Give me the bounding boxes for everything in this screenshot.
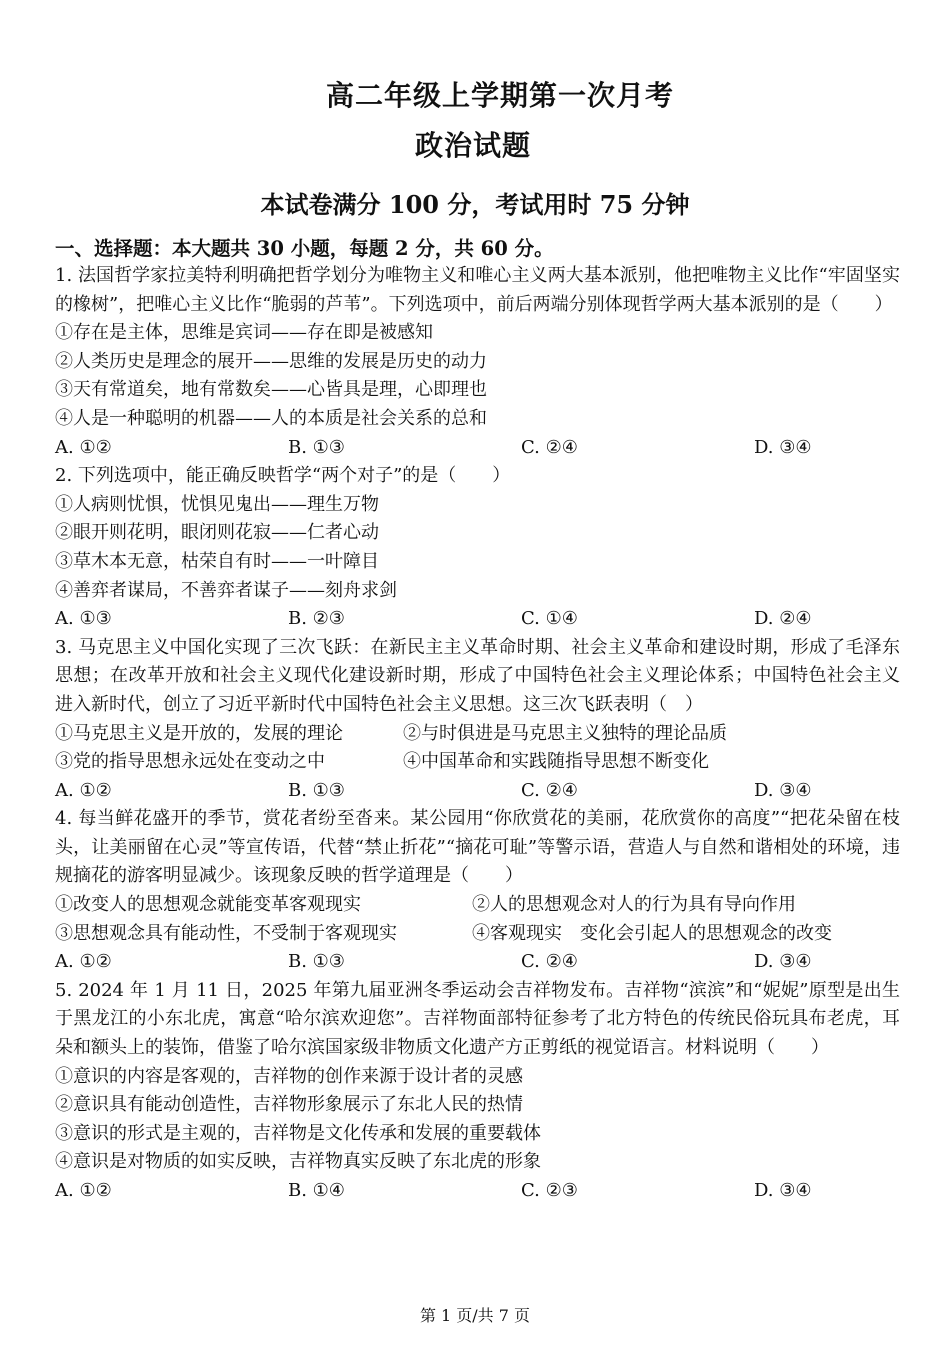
exam-subject: 政治试题 (414, 129, 531, 162)
choice-d: D. ③④ (754, 779, 812, 801)
statement: ①马克思主义是开放的，发展的理论 (55, 722, 343, 744)
choice-a: A. ①③ (55, 608, 112, 630)
answer-choices (55, 434, 900, 463)
choice-d: D. ③④ (754, 436, 812, 458)
statement-row (55, 720, 900, 749)
answer-choices (55, 777, 900, 806)
statement: ③草木本无意，枯荣自有时——一叶障目 (55, 550, 379, 572)
choice-d: D. ②④ (754, 608, 812, 630)
choice-c: C. ②④ (521, 436, 578, 458)
statement: ④客观现实 变化会引起人的思想观念的改变 (472, 922, 832, 944)
statement: ②与时俱进是马克思主义独特的理论品质 (403, 722, 727, 744)
question-4 (55, 805, 900, 977)
choice-d: D. ③④ (754, 1180, 812, 1201)
choice-b: B. ①③ (288, 951, 345, 973)
statement: ②眼开则花明，眼闭则花寂——仁者心动 (55, 522, 379, 544)
statement: ②人的思想观念对人的行为具有导向作用 (472, 894, 796, 916)
statement: ②意识具有能动创造性，吉祥物形象展示了东北人民的热情 (55, 1094, 523, 1116)
statement: ④人是一种聪明的机器——人的本质是社会关系的总和 (55, 407, 487, 429)
statement: ④善弈者谋局，不善弈者谋子——刻舟求剑 (55, 579, 397, 601)
answer-choices (55, 948, 900, 977)
choice-c: C. ②③ (521, 1180, 578, 1201)
statement: ①人病则忧惧，忧惧见鬼出——理生万物 (55, 493, 379, 515)
statement: ①意识的内容是客观的，吉祥物的创作来源于设计者的灵感 (55, 1065, 523, 1087)
choice-c: C. ②④ (521, 779, 578, 801)
choice-a: A. ①② (55, 436, 112, 458)
choice-a: A. ①② (55, 951, 112, 973)
question-1 (55, 262, 900, 462)
question-stem: 1. 法国哲学家拉美特利明确把哲学划分为唯物主义和唯心主义两大基本派别，他把唯物主义比作“牢固坚实的橡树”，把唯心主义比作“脆弱的芦苇”。下列选项中，前后两端分别体现哲学两大基本派别的是（ ） (55, 265, 900, 315)
answer-choices (55, 1177, 900, 1206)
question-2 (55, 462, 900, 634)
question-stem: 3. 马克思主义中国化实现了三次飞跃：在新民主主义革命时期、社会主义革命和建设时期，形成了毛泽东思想；在改革开放和社会主义现代化建设新时期，形成了中国特色社会主义理论体系；中国特色社会主义进入新时代，创立了习近平新时代中国特色社会主义思想。这三次飞跃表明（ ） (55, 636, 900, 715)
choice-b: B. ①③ (288, 779, 345, 801)
choice-a: A. ①② (55, 1180, 112, 1201)
choice-a: A. ①② (55, 779, 112, 801)
choice-b: B. ①③ (288, 436, 345, 458)
statement-row (55, 920, 900, 949)
statement: ④中国革命和实践随指导思想不断变化 (403, 751, 709, 773)
statement: ③思想观念具有能动性，不受制于客观现实 (55, 922, 397, 944)
question-list (55, 262, 900, 1206)
question-stem: 4. 每当鲜花盛开的季节，赏花者纷至沓来。某公园用“你欣赏花的美丽，花欣赏你的高度”“把花朵留在枝头，让美丽留在心灵”等宣传语，代替“禁止折花”“摘花可耻”等警示语，营造人与自然和谐相处的环境，违规摘花的游客明显减少。该现象反映的哲学道理是（ ） (55, 808, 900, 887)
question-5 (55, 977, 900, 1206)
exam-title: 高二年级上学期第一次月考 (325, 79, 674, 112)
statement: ②人类历史是理念的展开——思维的发展是历史的动力 (55, 350, 487, 372)
choice-b: B. ②③ (288, 608, 345, 630)
choice-c: C. ②④ (521, 951, 578, 973)
question-stem: 2. 下列选项中，能正确反映哲学“两个对子”的是（ ） (55, 465, 511, 487)
section-heading: 一、选择题：本大题共 30 小题，每题 2 分，共 60 分。 (55, 237, 554, 260)
choice-c: C. ①④ (521, 608, 578, 630)
statement-row (55, 748, 900, 777)
statement-row (55, 891, 900, 920)
choice-b: B. ①④ (288, 1180, 345, 1201)
statement: ③意识的形式是主观的，吉祥物是文化传承和发展的重要载体 (55, 1122, 541, 1144)
statement: ③天有常道矣，地有常数矣——心皆具是理，心即理也 (55, 379, 487, 401)
question-3 (55, 634, 900, 806)
page-number: 第 1 页/共 7 页 (419, 1306, 531, 1325)
answer-choices (55, 605, 900, 634)
statement: ③党的指导思想永远处在变动之中 (55, 751, 325, 773)
question-stem: 5. 2024 年 1 月 11 日，2025 年第九届亚洲冬季运动会吉祥物发布。吉祥物“滨滨”和“妮妮”原型是出生于黑龙江的小东北虎，寓意“哈尔滨欢迎您”。吉祥物面部特征参考了北方特色的传统民俗玩具布老虎，耳朵和额头上的装饰，借鉴了哈尔滨国家级非物质文化遗产方正剪纸的视觉语言。材料说明（ ） (55, 979, 900, 1059)
exam-instructions: 本试卷满分 100 分，考试用时 75 分钟 (260, 190, 690, 219)
statement: ①存在是主体，思维是宾词——存在即是被感知 (55, 322, 433, 344)
statement: ①改变人的思想观念就能变革客观现实 (55, 894, 361, 916)
choice-d: D. ③④ (754, 951, 812, 973)
statement: ④意识是对物质的如实反映，吉祥物真实反映了东北虎的形象 (55, 1151, 541, 1173)
